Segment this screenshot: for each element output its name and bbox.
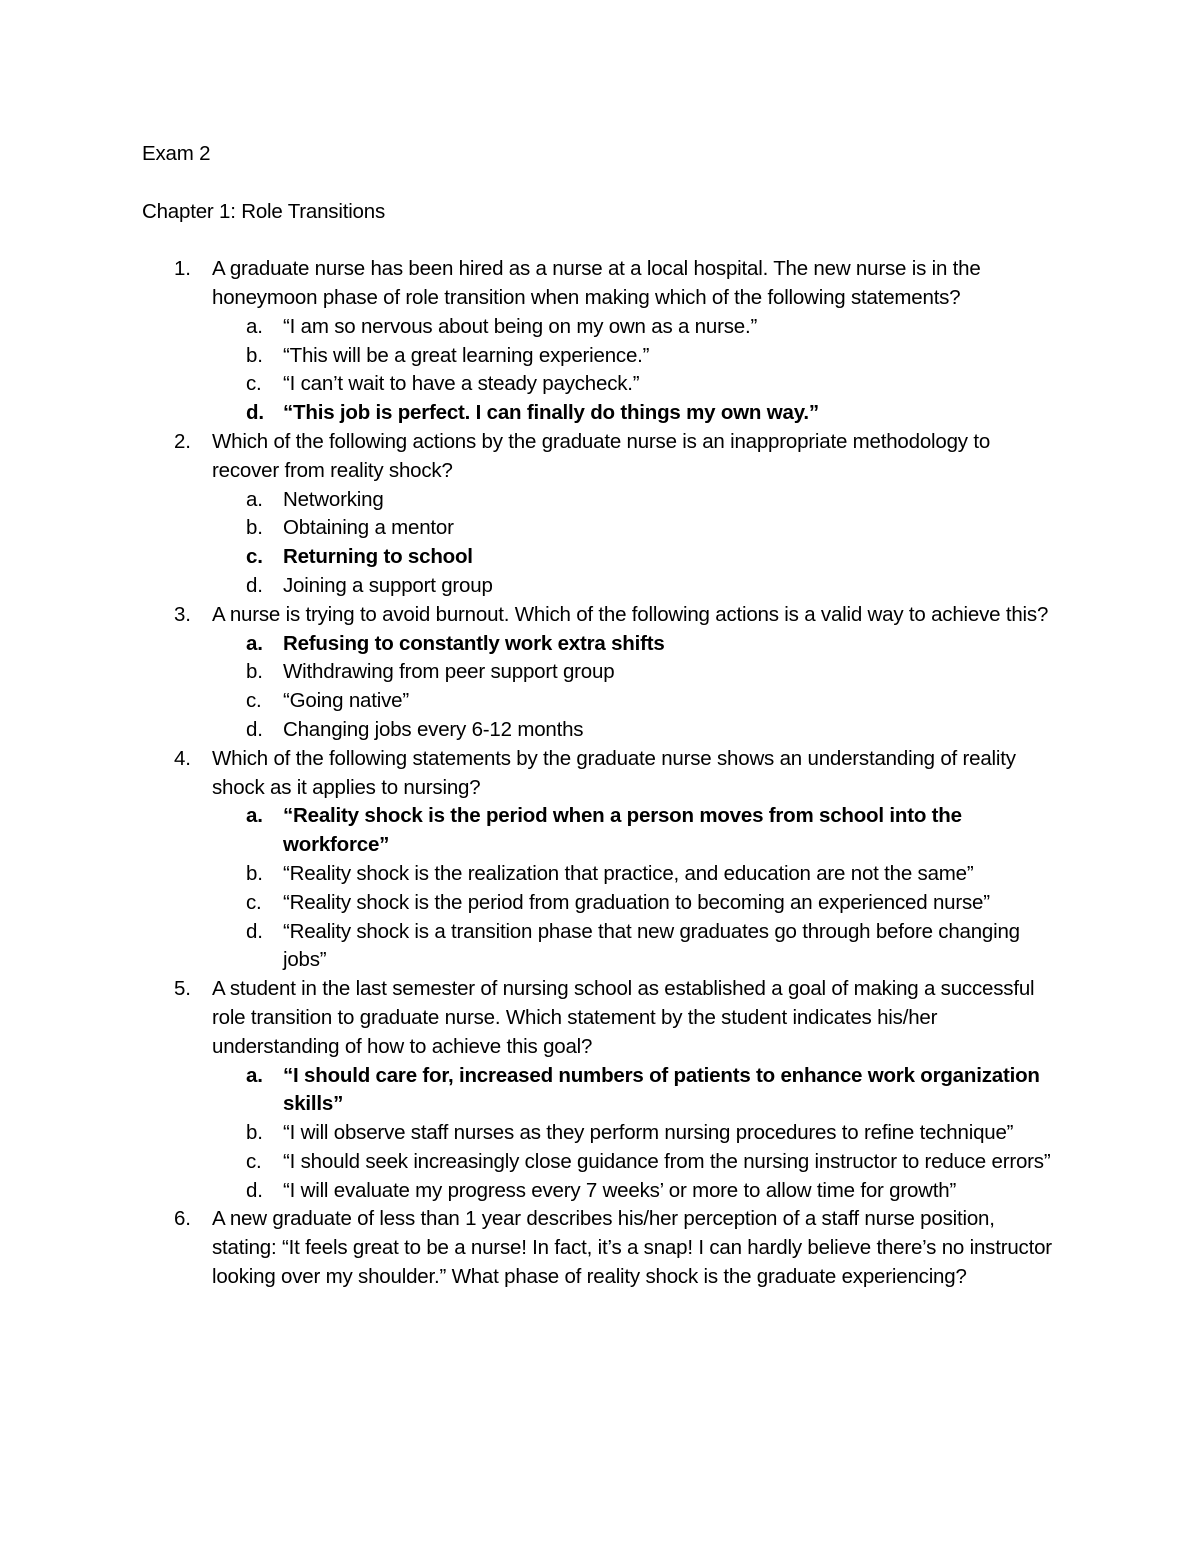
answer-option [212, 313, 1062, 342]
question-number: 2. [174, 429, 191, 453]
option-text: “Reality shock is the period from graduation to becoming an experienced nurse” [283, 890, 990, 914]
option-text: “I can’t wait to have a steady paycheck.” [283, 372, 640, 396]
answer-options [212, 1062, 1062, 1206]
chapter-title: Chapter 1: Role Transitions [142, 199, 386, 223]
option-text: Obtaining a mentor [283, 516, 454, 540]
answer-option [212, 486, 1062, 515]
option-text: Joining a support group [283, 573, 493, 597]
answer-option [212, 716, 1062, 745]
option-letter: d. [246, 919, 263, 943]
option-letter: b. [246, 861, 263, 885]
question-text: Which of the following statements by the graduate nurse shows an understanding of reality shock as it applies to nursing? [212, 746, 1016, 799]
answer-options [212, 486, 1062, 601]
option-text: “I will evaluate my progress every 7 weeks’ or more to allow time for growth” [283, 1178, 957, 1202]
option-letter: c. [246, 689, 262, 713]
answer-option [212, 918, 1062, 976]
question-list [142, 255, 1062, 1292]
question-text: A student in the last semester of nursing school as established a goal of making a successful role transition to graduate nurse. Which statement by the student indicates his/her understanding of how to achieve this goal? [212, 977, 1035, 1058]
question-item [142, 975, 1062, 1205]
option-letter: d. [246, 573, 263, 597]
answer-option [212, 860, 1062, 889]
option-text: “Reality shock is the period when a person moves from school into the workforce” [283, 804, 962, 857]
option-letter: d. [246, 1178, 263, 1202]
option-text: “This job is perfect. I can finally do things my own way.” [283, 401, 819, 425]
option-text: “Going native” [283, 689, 409, 713]
question-item [142, 745, 1062, 975]
option-letter: c. [246, 1149, 262, 1173]
option-letter: a. [246, 804, 263, 828]
answer-option [212, 658, 1062, 687]
option-letter: b. [246, 343, 263, 367]
answer-option [212, 1177, 1062, 1206]
answer-option [212, 572, 1062, 601]
answer-options [212, 802, 1062, 975]
option-letter: b. [246, 1121, 263, 1145]
exam-title: Exam 2 [142, 142, 211, 165]
question-number: 1. [174, 257, 191, 281]
question-number: 5. [174, 977, 191, 1001]
question-item [142, 601, 1062, 745]
answer-option [212, 342, 1062, 371]
option-text: “This will be a great learning experience.” [283, 343, 650, 367]
option-text: “I will observe staff nurses as they perform nursing procedures to refine technique” [283, 1121, 1014, 1145]
question-number: 4. [174, 746, 191, 770]
option-text: “I should seek increasingly close guidance from the nursing instructor to reduce errors” [283, 1149, 1051, 1173]
answer-option-correct [212, 399, 1062, 428]
option-text: “I am so nervous about being on my own as a nurse.” [283, 314, 758, 338]
option-letter: d. [246, 717, 263, 741]
question-text: Which of the following actions by the graduate nurse is an inappropriate methodology to recover from reality shock? [212, 429, 991, 482]
option-letter: d. [246, 401, 264, 425]
question-text: A graduate nurse has been hired as a nurse at a local hospital. The new nurse is in the honeymoon phase of role transition when making which of the following statements? [212, 257, 981, 309]
answer-option-correct [212, 802, 1062, 860]
answer-option [212, 1148, 1062, 1177]
option-letter: b. [246, 516, 263, 540]
option-letter: b. [246, 660, 263, 684]
option-letter: c. [246, 545, 263, 569]
answer-option [212, 514, 1062, 543]
question-number: 6. [174, 1207, 191, 1231]
option-letter: c. [246, 372, 262, 396]
document-content [142, 140, 1062, 1292]
option-letter: a. [246, 1063, 263, 1087]
option-letter: c. [246, 890, 262, 914]
option-text: “Reality shock is the realization that practice, and education are not the same” [283, 861, 974, 885]
option-letter: a. [246, 631, 263, 655]
answer-option [212, 687, 1062, 716]
question-item [142, 255, 1062, 428]
answer-options [212, 313, 1062, 428]
answer-option [212, 889, 1062, 918]
option-text: Withdrawing from peer support group [283, 660, 615, 684]
option-letter: a. [246, 314, 263, 338]
option-text: Networking [283, 487, 384, 511]
answer-options [212, 630, 1062, 745]
question-text: A nurse is trying to avoid burnout. Which of the following actions is a valid way to achieve this? [212, 602, 1049, 626]
option-text: Changing jobs every 6-12 months [283, 717, 584, 741]
question-item [142, 1205, 1062, 1291]
option-letter: a. [246, 487, 263, 511]
answer-option-correct [212, 1062, 1062, 1120]
option-text: “Reality shock is a transition phase that new graduates go through before changing jobs” [283, 919, 1020, 972]
option-text: Refusing to constantly work extra shifts [283, 631, 665, 655]
question-number: 3. [174, 602, 191, 626]
option-text: Returning to school [283, 545, 473, 569]
answer-option-correct [212, 630, 1062, 659]
question-text: A new graduate of less than 1 year describes his/her perception of a staff nurse position, stating: “It feels great to be a nurse! In fact, it’s a snap! I can hardly believe there’s no instructor looking over my shoulder.” What phase of reality shock is the graduate experiencing? [212, 1207, 1052, 1289]
answer-option [212, 1119, 1062, 1148]
answer-option [212, 370, 1062, 399]
answer-option-correct [212, 543, 1062, 572]
question-item [142, 428, 1062, 601]
option-text: “I should care for, increased numbers of patients to enhance work organization skills” [283, 1063, 1040, 1116]
